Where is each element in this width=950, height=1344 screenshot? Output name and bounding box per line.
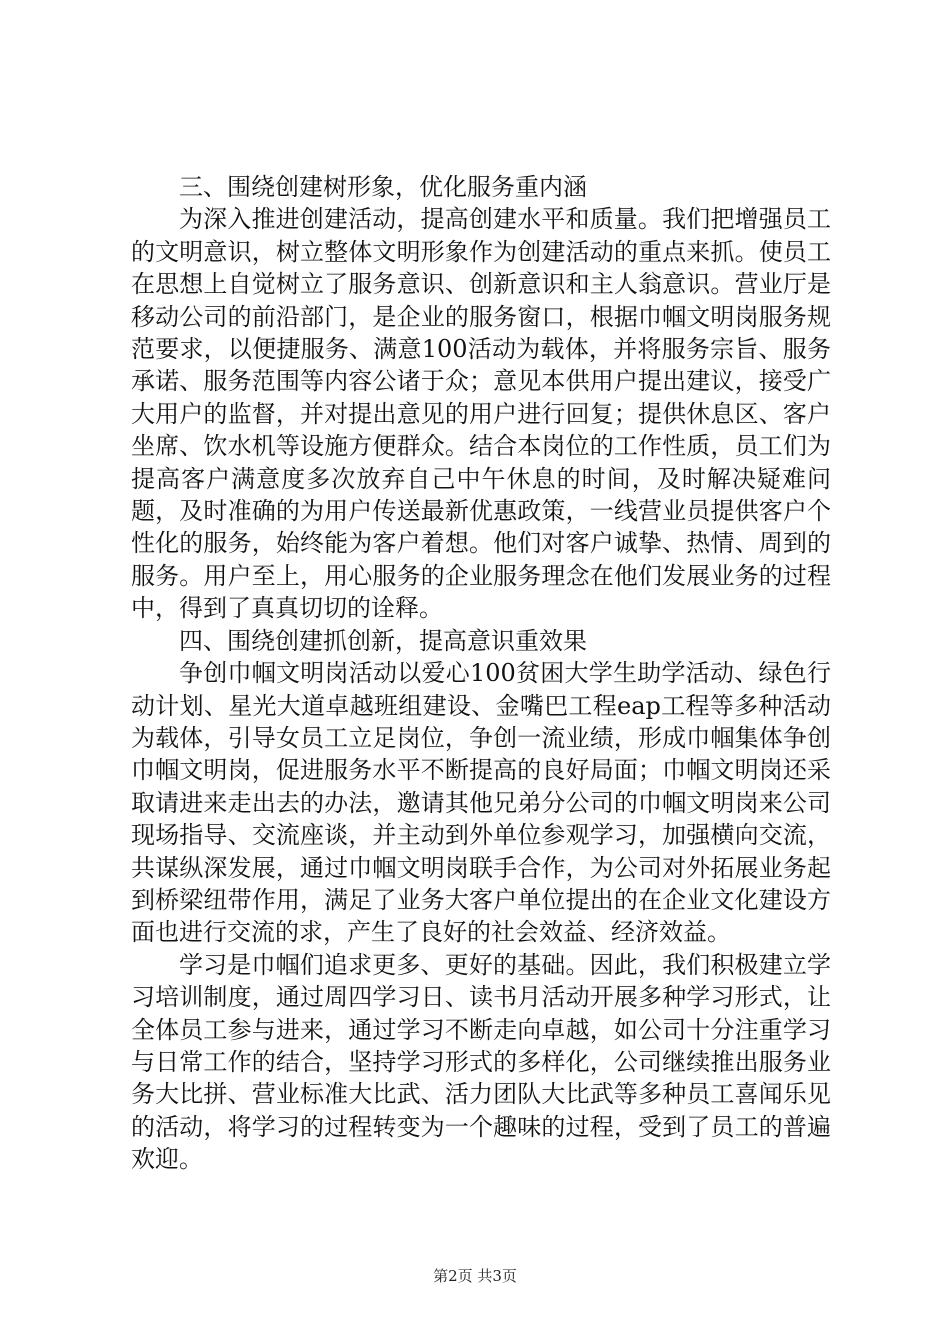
body-paragraph: 争创巾帼文明岗活动以爱心100贫困大学生助学活动、绿色行动计划、星光大道卓越班组建设、金嘴巴工程eap工程等多种活动为载体，引导女员工立足岗位，争创一流业绩，形成巾帼集体争创巾帼文明岗，促进服务水平不断提高的良好局面；巾帼文明岗还采取请进来走出去的办法，邀请其他兄弟分公司的巾帼文明岗来公司现场指导、交流座谈，并主动到外单位参观学习，加强横向交流，共谋纵深发展，通过巾帼文明岗联手合作，为公司对外拓展业务起到桥梁纽带作用，满足了业务大客户单位提出的在企业文化建设方面也进行交流的求，产生了良好的社会效益、经济效益。 [131,659,831,947]
section-heading-4: 四、围绕创建抓创新，提高意识重效果 [179,626,587,655]
body-paragraph: 学习是巾帼们追求更多、更好的基础。因此，我们积极建立学习培训制度，通过周四学习日、读书月活动开展多种学习形式，让全体员工参与进来，通过学习不断走向卓越，如公司十分注重学习与日常工作的结合，坚持学习形式的多样化，公司继续推出服务业务大比拼、营业标准大比武、活力团队大比武等多种员工喜闻乐见的活动，将学习的过程转变为一个趣味的过程，受到了员工的普遍欢迎。 [131,950,831,1174]
page-footer: 第2页 共3页 [433,1267,517,1285]
document-body [131,171,831,1176]
section-heading-3: 三、围绕创建树形象，优化服务重内涵 [179,173,587,201]
body-paragraph: 为深入推进创建活动，提高创建水平和质量。我们把增强员工的文明意识，树立整体文明形象作为创建活动的重点来抓。使员工在思想上自觉树立了服务意识、创新意识和主人翁意识。营业厅是移动公司的前沿部门，是企业的服务窗口，根据巾帼文明岗服务规范要求，以便捷服务、满意100活动为载体，并将服务宗旨、服务承诺、服务范围等内容公诸于众；意见本供用户提出建议，接受广大用户的监督，并对提出意见的用户进行回复；提供休息区、客户坐席、饮水机等设施方便群众。结合本岗位的工作性质，员工们为提高客户满意度多次放弃自己中午休息的时间，及时解决疑难问题，及时准确的为用户传送最新优惠政策，一线营业员提供客户个性化的服务，始终能为客户着想。他们对客户诚挚、热情、周到的服务。用户至上，用心服务的企业服务理念在他们发展业务的过程中，得到了真真切切的诠释。 [131,205,831,623]
